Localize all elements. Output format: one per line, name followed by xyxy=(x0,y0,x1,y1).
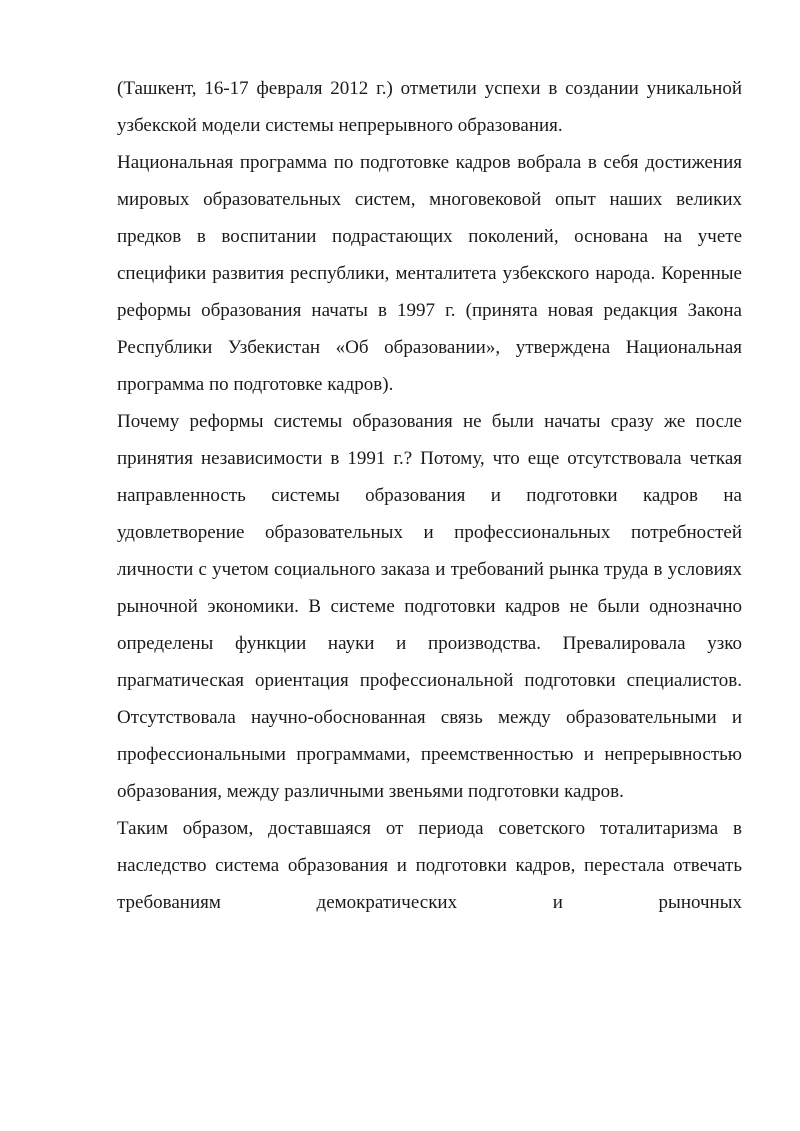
paragraph-national-program: Национальная программа по подготовке кадров вобрала в себя достижения мировых образовательных систем, многовековой опыт наших великих предков в воспитании подрастающих поколений, основана на учете специфики развития республики, менталитета узбекского народа. Коренные реформы образования начаты в 1997 г. (принята новая редакция Закона Республики Узбекистан «Об образовании», утверждена Национальная программа по подготовке кадров). xyxy=(117,152,742,395)
paragraph-tashkent-conference: (Ташкент, 16-17 февраля 2012 г.) отметили успехи в создании уникальной узбекской модели системы непрерывного образования. xyxy=(117,78,742,136)
document-page xyxy=(117,70,742,921)
paragraph-reform-question: Почему реформы системы образования не были начаты сразу же после принятия независимости в 1991 г.? Потому, что еще отсутствовала четкая направленность системы образования и подготовки кадров на удовлетворение образовательных и профессиональных потребностей личности с учетом социального заказа и требований рынка труда в условиях рыночной экономики. В системе подготовки кадров не были однозначно определены функции науки и производства. Превалировала узко прагматическая ориентация профессиональной подготовки специалистов. Отсутствовала научно-обоснованная связь между образовательными и профессиональными программами, преемственностью и непрерывностью образования, между различными звеньями подготовки кадров. xyxy=(117,411,742,802)
paragraph-soviet-legacy: Таким образом, доставшаяся от периода советского тоталитаризма в наследство система образования и подготовки кадров, перестала отвечать требованиям демократических и рыночных xyxy=(117,818,742,913)
